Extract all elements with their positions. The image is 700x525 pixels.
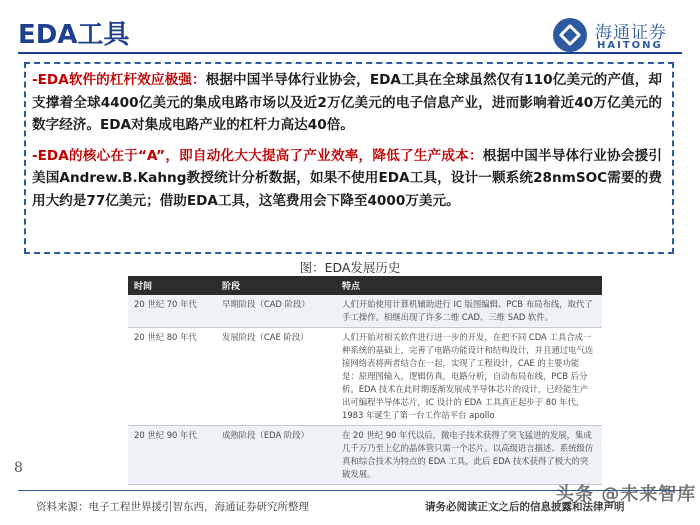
page-title: EDA工具 bbox=[18, 20, 130, 50]
cell-time: 20 世纪 70 年代 bbox=[128, 295, 216, 328]
cell-desc: 在 20 世纪 90 年代以后，微电子技术获得了突飞猛进的发展，集成几千万乃至上亿的晶体管只需一个芯片。以高级语言描述、系统级仿真和综合技术为特点的 EDA 工具，此后 EDA 技术获得了极大的突破发展。 bbox=[336, 426, 602, 485]
table-row bbox=[128, 426, 602, 485]
table-row bbox=[128, 295, 602, 328]
table-header-row bbox=[128, 276, 602, 295]
point-automation-body: 根据中国半导体行业协会援引美国Andrew.B.Kahng教授统计分析数据，如果不使用EDA工具，设计一颗系统28nmSOC需要的费用大约是77亿美元；借助EDA工具，这笔费用会下降至4000万美元。 bbox=[32, 147, 663, 209]
cell-stage: 早期阶段（CAD 阶段） bbox=[216, 295, 336, 328]
key-points-box bbox=[24, 62, 674, 254]
table-row bbox=[128, 328, 602, 426]
watermark: 头条 @未来智库 bbox=[556, 484, 697, 505]
logo-chinese-text: 海通证券 bbox=[595, 23, 667, 43]
cell-time: 20 世纪 90 年代 bbox=[128, 426, 216, 485]
column-header-stage: 阶段 bbox=[216, 276, 336, 295]
point-leverage-body: 根据中国半导体行业协会，EDA工具在全球虽然仅有110亿美元的产值，却支撑着全球4400亿美元的集成电路市场以及近2万亿美元的电子信息产业，进而影响着近40万亿美元的数字经济。EDA对集成电路产业的杠杆力高达40倍。 bbox=[32, 72, 663, 133]
page-number: 8 bbox=[14, 460, 23, 476]
point-automation-lead-c: ，即自动化大大提高了产业效率，降低了生产成本： bbox=[165, 147, 483, 164]
cell-stage: 发展阶段（CAE 阶段） bbox=[216, 328, 336, 426]
figure-caption: 图：EDA发展历史 bbox=[299, 260, 401, 275]
cell-desc: 人们开始对相关软件进行进一步的开发，在把不同 CDA 工具合成一种系统的基础上，完善了电路功能设计和结构设计，并且通过电气连接网络表将两者结合在一起，实现了工程设计，CAE 的主要功能是：原理图输入，逻辑仿真，电路分析，自动布局布线，PCB 后分析。EDA 技术在此时期逐渐发展成半导体芯片的设计，已经能生产出可编程半导体芯片，IC 设计的 EDA 工具真正起步于 80 年代，1983 年诞生了第一台工作站平台 apollo bbox=[336, 328, 602, 426]
eda-history-table bbox=[128, 276, 602, 485]
point-automation bbox=[32, 145, 662, 213]
disclaimer-note: 请务必阅读正文之后的信息披露和法律声明 bbox=[425, 501, 625, 513]
cell-time: 20 世纪 80 年代 bbox=[128, 328, 216, 426]
cell-desc: 人们开始使用计算机辅助进行 IC 版图编辑、PCB 布局布线，取代了手工操作。相继出现了许多二维 CAD、三维 SAD 软件。 bbox=[336, 295, 602, 328]
logo-english-text: HAITONG bbox=[597, 40, 663, 51]
point-automation-lead-b: “A” bbox=[137, 147, 166, 164]
point-automation-lead-a: -EDA的核心在于 bbox=[32, 147, 138, 164]
cell-stage: 成熟阶段（EDA 阶段） bbox=[216, 426, 336, 485]
column-header-features: 特点 bbox=[336, 276, 602, 295]
point-leverage-lead: -EDA软件的杠杆效应极强： bbox=[32, 72, 206, 88]
haitong-logo-icon bbox=[553, 18, 587, 52]
haitong-logo bbox=[553, 18, 683, 58]
column-header-time: 时间 bbox=[128, 276, 216, 295]
point-leverage bbox=[32, 69, 662, 137]
source-note: 资料来源：电子工程世界援引智东西，海通证券研究所整理 bbox=[36, 501, 309, 513]
